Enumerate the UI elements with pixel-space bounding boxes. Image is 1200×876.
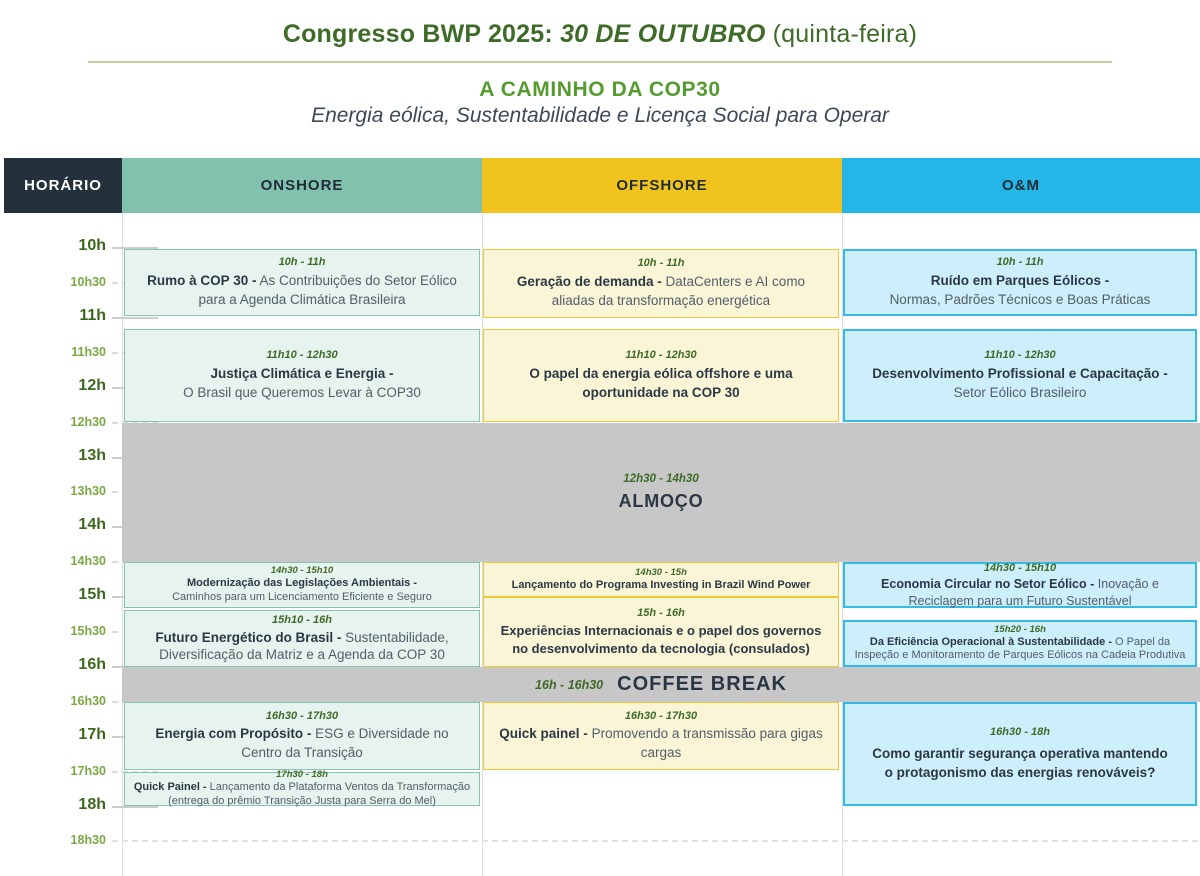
session-title: Quick painel -: [499, 726, 588, 742]
session-onshore-modernizacao-legislacoes: [124, 562, 480, 608]
session-title: Futuro Energético do Brasil -: [155, 629, 342, 645]
time-label: 17h30: [70, 764, 106, 778]
session-time: 10h - 11h: [278, 256, 326, 269]
session-time: 16h30 - 17h30: [624, 709, 698, 722]
session-offshore-quick-painel: [483, 702, 839, 770]
session-desc: Caminhos para um Licenciamento Eficiente e Seguro: [172, 590, 432, 603]
session-title: Economia Circular no Setor Eólico -: [881, 577, 1095, 592]
time-gridline-18h30: [112, 840, 1198, 842]
session-title: Justiça Climática e Energia -: [210, 365, 394, 381]
session-onshore-futuro-energetico: [124, 610, 480, 667]
time-label: 12h30: [70, 415, 106, 429]
session-offshore-lancamento-programa: [483, 562, 839, 597]
time-label: 13h: [78, 447, 106, 464]
time-label: 15h: [78, 586, 106, 603]
session-offshore-experiencias-internacionais: [483, 597, 839, 667]
column-header-om: O&M: [842, 158, 1200, 213]
time-label: 16h: [78, 656, 106, 673]
time-label: 10h: [78, 237, 106, 254]
session-title: Modernização das Legislações Ambientais -: [186, 577, 418, 590]
time-label: 11h: [79, 307, 106, 324]
time-label: 13h30: [70, 484, 106, 498]
session-title: O papel da energia eólica offshore e uma oportunidade na COP 30: [529, 365, 793, 400]
column-header-offshore: OFFSHORE: [482, 158, 842, 213]
session-desc: Promovendo a transmissão para gigas cargas: [591, 726, 823, 761]
session-title: Geração de demanda -: [516, 273, 662, 289]
title-weekday: (quinta-feira): [772, 20, 918, 48]
session-onshore-energia-com-proposito: [124, 702, 480, 770]
session-desc: ESG e Diversidade no Centro da Transição: [241, 726, 449, 761]
session-time: 11h10 - 12h30: [625, 349, 697, 362]
session-title: Desenvolvimento Profissional e Capacitação -: [872, 365, 1168, 381]
session-time: 14h30 - 15h: [635, 566, 687, 578]
session-title: Rumo à COP 30 -: [147, 272, 257, 288]
break-label: COFFEE BREAK: [617, 673, 787, 695]
session-onshore-justica-climatica: [124, 329, 480, 422]
title-divider: [88, 61, 1112, 63]
session-time: 16h30 - 18h: [990, 726, 1050, 739]
break-label: ALMOÇO: [618, 491, 704, 511]
time-label: 11h30: [71, 345, 106, 359]
session-desc: Setor Eólico Brasileiro: [953, 384, 1087, 400]
session-om-desenvolvimento-profissional: [843, 329, 1197, 422]
session-title: Quick Painel -: [133, 781, 207, 794]
session-time: 17h30 - 18h: [276, 769, 328, 781]
break-time: 16h - 16h30: [535, 677, 604, 692]
session-desc: DataCenters e AI como aliadas da transformação energética: [551, 273, 806, 308]
lunch-break-band: [122, 423, 1200, 562]
time-label: 14h: [78, 516, 106, 533]
session-time: 10h - 11h: [996, 256, 1044, 269]
column-header-onshore: ONSHORE: [122, 158, 482, 213]
session-desc: As Contribuições do Setor Eólico para a Agenda Climática Brasileira: [198, 272, 457, 307]
time-label: 14h30: [70, 554, 106, 568]
session-desc: Lançamento da Plataforma Ventos da Transformação (entrega do prêmio Transição Justa para Serra do Mel): [168, 781, 471, 807]
event-subtitle: A CAMINHO DA COP30: [479, 78, 721, 101]
time-tick: [112, 317, 158, 319]
session-title: Da Eficiência Operacional à Sustentabilidade -: [869, 635, 1112, 648]
session-time: 15h - 16h: [637, 606, 685, 619]
break-time: 12h30 - 14h30: [623, 473, 699, 485]
time-label: 12h: [78, 377, 106, 394]
session-om-ruido-parques: [843, 249, 1197, 316]
coffee-break-band: [122, 667, 1200, 702]
session-onshore-rumo-cop30: [124, 249, 480, 316]
column-header-horario: HORÁRIO: [4, 158, 122, 213]
session-time: 15h20 - 16h: [994, 623, 1046, 635]
session-time: 16h30 - 17h30: [265, 709, 339, 722]
session-offshore-papel-energia-eolica: [483, 329, 839, 422]
session-title: Energia com Propósito -: [155, 726, 312, 742]
session-time: 15h10 - 16h: [272, 614, 332, 627]
session-desc: Sustentabilidade, Diversificação da Matriz e a Agenda da COP 30: [159, 629, 449, 663]
session-title: Experiências Internacionais e o papel dos governos no desenvolvimento da tecnologia (consulados): [500, 623, 822, 657]
session-desc: Inovação e Reciclagem para um Futuro Sustentável: [908, 577, 1159, 608]
session-time: 10h - 11h: [637, 257, 685, 270]
title-prefix: Congresso BWP 2025:: [282, 20, 553, 48]
session-title: Lançamento do Programa Investing in Brazil Wind Power: [511, 578, 811, 591]
session-om-economia-circular: [843, 562, 1197, 608]
session-onshore-quick-painel: [124, 769, 480, 807]
session-title: Como garantir segurança operativa mantendo o protagonismo das energias renováveis?: [872, 745, 1168, 780]
time-label: 18h30: [70, 833, 106, 847]
session-time: 14h30 - 15h10: [983, 562, 1057, 575]
session-desc: O Papel da Inspeção e Monitoramento de Parques Eólicos na Cadeia Produtiva: [854, 635, 1186, 662]
session-desc: Normas, Padrões Técnicos e Boas Práticas: [889, 291, 1151, 307]
time-label: 18h: [78, 796, 106, 813]
session-time: 11h10 - 12h30: [266, 349, 338, 362]
session-offshore-geracao-demanda: [483, 249, 839, 318]
time-label: 17h: [78, 726, 106, 743]
page-title: [0, 20, 1200, 49]
session-om-seguranca-operativa: [843, 702, 1197, 806]
event-tagline: Energia eólica, Sustentabilidade e Licença Social para Operar: [311, 104, 889, 127]
session-om-eficiencia-operacional: [843, 620, 1197, 667]
time-label: 10h30: [70, 275, 106, 289]
time-label: 15h30: [70, 624, 106, 638]
session-title: Ruído em Parques Eólicos -: [930, 272, 1110, 288]
session-time: 11h10 - 12h30: [984, 349, 1056, 362]
session-time: 14h30 - 15h10: [270, 565, 334, 577]
title-date: 30 DE OUTUBRO: [560, 20, 766, 48]
session-desc: O Brasil que Queremos Levar à COP30: [183, 384, 421, 400]
time-label: 16h30: [70, 694, 106, 708]
